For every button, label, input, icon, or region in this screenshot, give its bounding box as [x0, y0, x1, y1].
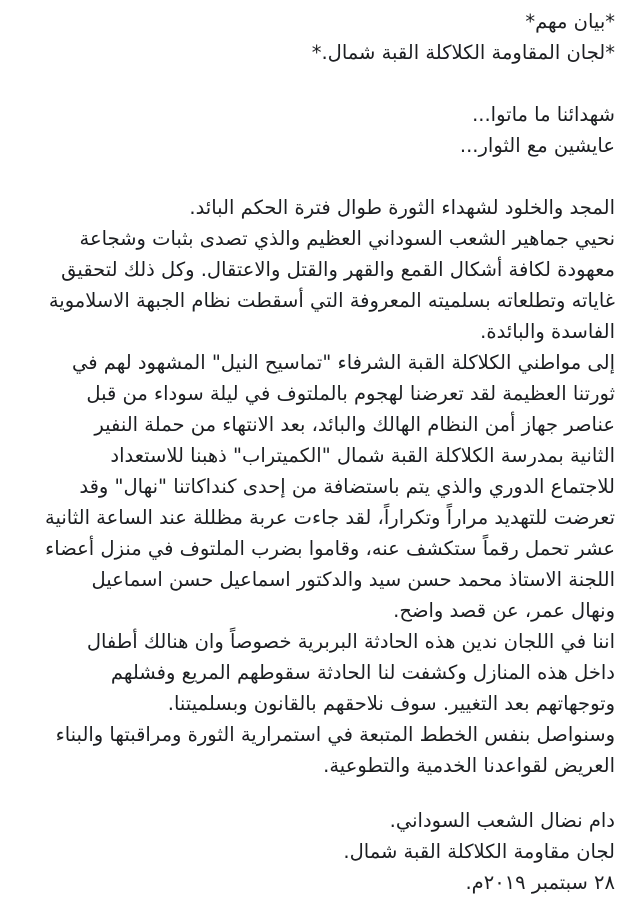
post-heading: [10, 6, 615, 68]
intro-line: شهدائنا ما ماتوا...: [472, 103, 615, 126]
spacer: [10, 68, 615, 99]
statement-line: ونهال عمر، عن قصد واضح.: [393, 599, 615, 622]
intro-line: عايشين مع الثوار...: [459, 134, 615, 157]
statement-line: معهودة لكافة أشكال القمع والقهر والقتل والاعتقال. وكل ذلك لتحقيق: [61, 258, 615, 281]
statement-line: وسنواصل بنفس الخطط المتبعة في استمرارية الثورة ومراقبتها والبناء: [55, 723, 615, 746]
closing-line: دام نضال الشعب السوداني.: [389, 809, 615, 832]
statement-line: الفاسدة والبائدة.: [480, 320, 615, 343]
statement-line: اننا في اللجان ندين هذه الحادثة البربرية خصوصاً وان هنالك أطفال: [86, 630, 615, 653]
statement-line: اللجنة الاستاذ محمد حسن سيد والدكتور اسماعيل حسن اسماعيل: [91, 568, 615, 591]
spacer: [10, 781, 615, 805]
statement-line: للاجتماع الدوري والذي يتم باستضافة من إحدى كنداكاتنا "نهال" وقد: [79, 475, 615, 498]
statement-line: عناصر جهاز أمن النظام الهالك والبائد، بعد الانتهاء من حملة النفير: [94, 413, 615, 436]
heading-line: *لجان المقاومة الكلاكلة القبة شمال.*: [311, 41, 615, 64]
post-intro: [10, 99, 615, 161]
post-date: ٢٨ سبتمبر ٢٠١٩م.: [465, 871, 615, 894]
spacer: [10, 161, 615, 192]
statement-line: ثورتنا العظيمة لقد تعرضنا لهجوم بالملتوف في ليلة سوداء من قبل: [86, 382, 615, 405]
statement-line: نحيي جماهير الشعب السوداني العظيم والذي تصدى بثبات وشجاعة: [79, 227, 615, 250]
statement-line: إلى مواطني الكلاكلة القبة الشرفاء "تماسيح النيل" المشهود لهم في: [71, 351, 615, 374]
statement-line: العريض لقواعدنا الخدمية والتطوعية.: [323, 754, 615, 777]
statement-line: تعرضت للتهديد مراراً وتكراراً، لقد جاءت عربة مظللة عند الساعة الثانية: [45, 506, 615, 529]
statement-line: وتوجهاتهم بعد التغيير. سوف نلاحقهم بالقانون وبسلميتنا.: [167, 692, 615, 715]
statement-line: عشر تحمل رقماً ستكشف عنه، وقاموا بضرب الملتوف في منزل أعضاء: [45, 537, 615, 560]
heading-line: *بيان مهم*: [525, 10, 615, 33]
post-statement: [10, 192, 615, 781]
statement-line: المجد والخلود لشهداء الثورة طوال فترة الحكم البائد.: [189, 196, 615, 219]
statement-line: غاياته وتطلعاته بسلميته المعروفة التي أسقطت نظام الجبهة الاسلاموية: [48, 289, 615, 312]
statement-line: داخل هذه المنازل وكشفت لنا الحادثة سقوطهم المريع وفشلهم: [110, 661, 615, 684]
statement-line: الثانية بمدرسة الكلاكلة القبة شمال "الكميتراب" ذهبنا للاستعداد: [110, 444, 615, 467]
post-closing: [10, 805, 615, 898]
closing-line: لجان مقاومة الكلاكلة القبة شمال.: [343, 840, 615, 863]
